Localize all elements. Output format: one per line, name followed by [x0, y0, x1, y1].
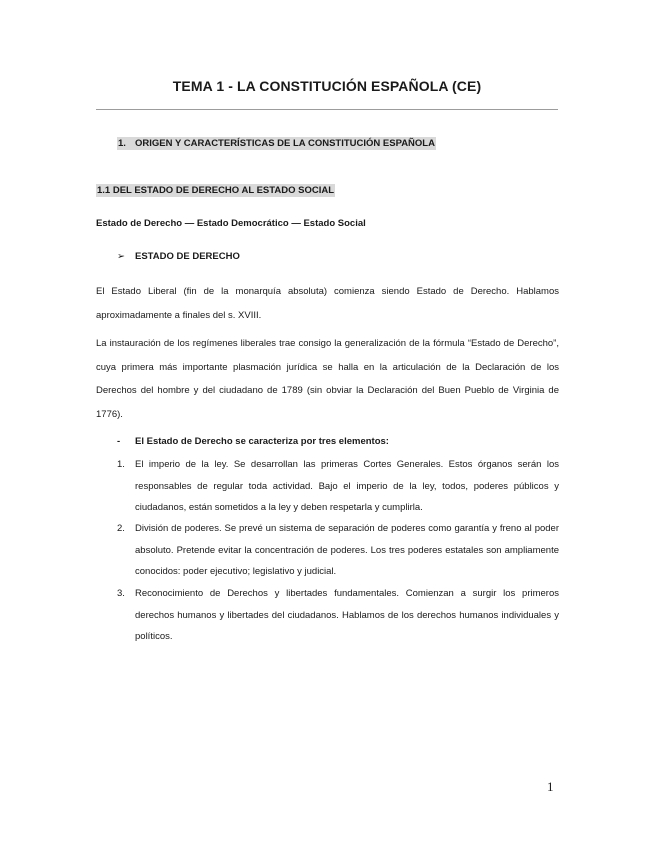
paragraph: La instauración de los regímenes liberales trae consigo la generalización de la fórmula “Estado de Derecho”, cuya primera más importante plasmación jurídica se halla en la articulación de la Declaración de los Derechos del hombre y del ciudadano de 1789 (sin obviar la Declaración del Buen Pueblo de Virginia de 1776).	[96, 338, 559, 420]
list-item	[117, 454, 559, 519]
dash-list-item	[117, 436, 389, 447]
state-progression-subtitle: Estado de Derecho — Estado Democrático — Estado Social	[96, 218, 366, 229]
list-item-text: El imperio de la ley. Se desarrollan las primeras Cortes Generales. Estos órganos serán los responsables de regular toda actividad. Bajo el imperio de la ley, todos, poderes públicos y ciudadanos, están sometidos a la ley y deben respetarla y cumplirla.	[135, 459, 559, 513]
section-heading-highlight	[117, 137, 436, 150]
section-title: ORIGEN Y CARACTERÍSTICAS DE LA CONSTITUCIÓN ESPAÑOLA	[135, 138, 435, 149]
bullet-heading	[117, 251, 240, 262]
document-title: TEMA 1 - LA CONSTITUCIÓN ESPAÑOLA (CE)	[172, 78, 482, 94]
arrow-bullet-icon: ➢	[117, 251, 125, 262]
list-item-number: 1.	[117, 459, 125, 470]
page-number: 1	[547, 779, 554, 794]
section-heading	[117, 138, 436, 149]
dash-list-item-text: El Estado de Derecho se caracteriza por tres elementos:	[135, 436, 389, 447]
list-item-number: 3.	[117, 588, 125, 599]
list-item	[117, 518, 559, 583]
subsection-heading	[96, 185, 335, 196]
subsection-title: 1.1 DEL ESTADO DE DERECHO AL ESTADO SOCIAL	[97, 185, 335, 196]
list-item-text: Reconocimiento de Derechos y libertades fundamentales. Comienzan a surgir los primeros derechos humanos y libertades del ciudadanos. Hablamos de los derechos humanos individuales y políticos.	[135, 588, 559, 642]
list-item-number: 2.	[117, 523, 125, 534]
paragraph: El Estado Liberal (fin de la monarquía absoluta) comienza siendo Estado de Derecho. Hablamos aproximadamente a finales del s. XVIII.	[96, 286, 559, 321]
title-underline	[96, 109, 558, 110]
bullet-heading-text: ESTADO DE DERECHO	[135, 251, 240, 262]
list-item-text: División de poderes. Se prevé un sistema de separación de poderes como garantía y freno al poder absoluto. Pretende evitar la concentración de poderes. Los tres poderes estatales son ampliamente conocidos: poder ejecutivo; legislativo y judicial.	[135, 523, 559, 577]
section-number: 1.	[118, 138, 126, 149]
list-item	[117, 583, 559, 648]
dash-marker: -	[117, 436, 121, 447]
